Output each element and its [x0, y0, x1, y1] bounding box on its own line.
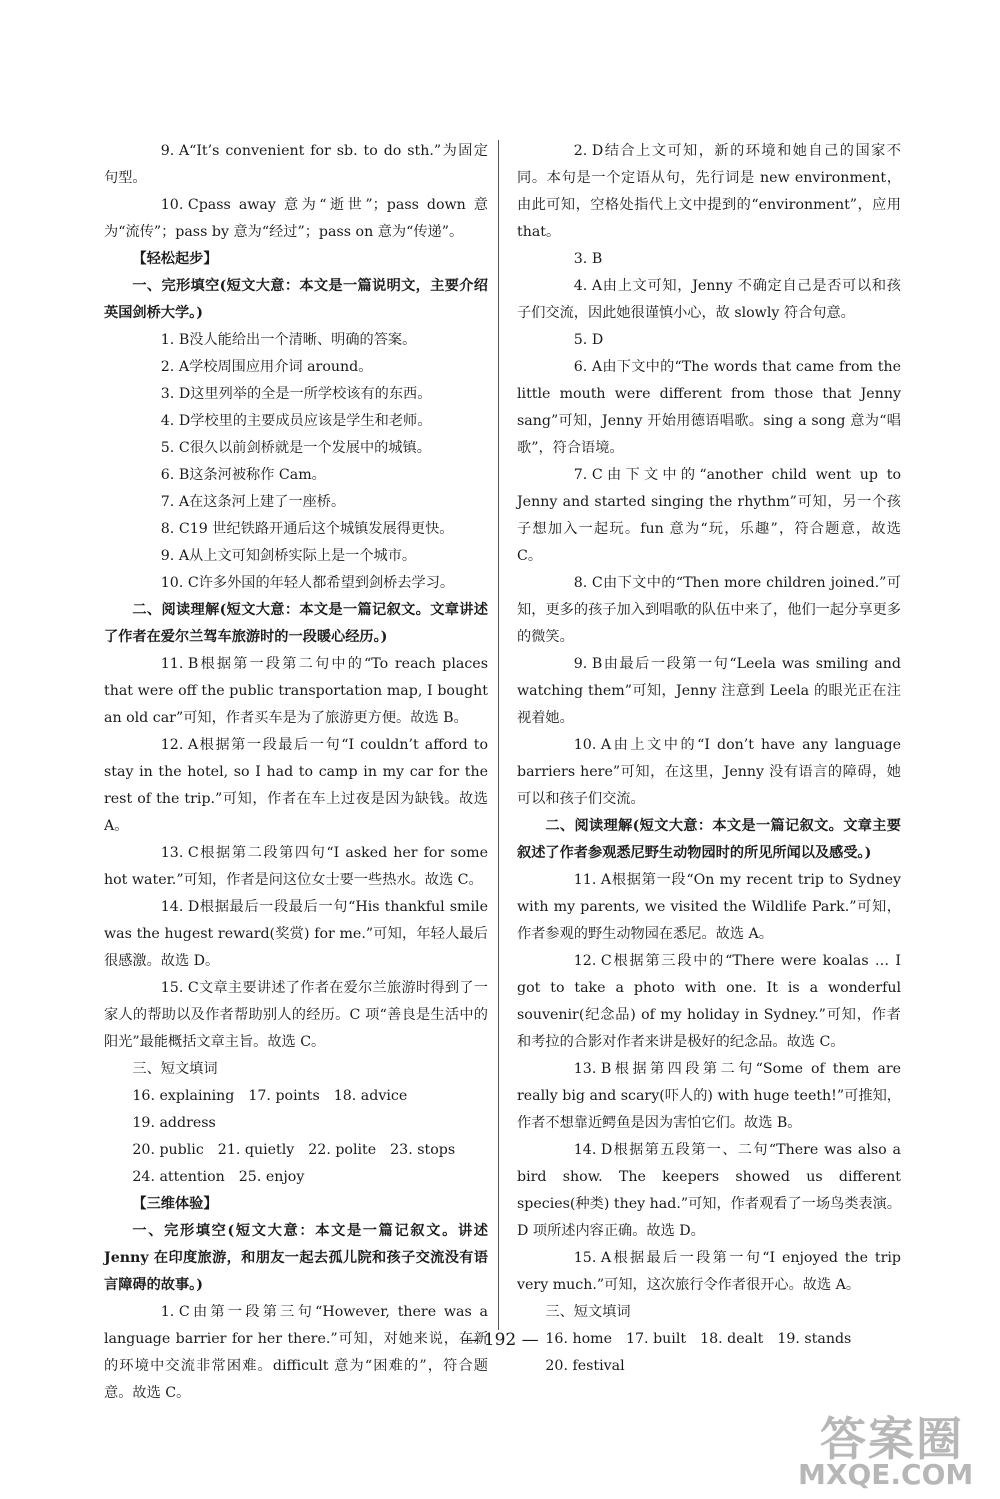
answer-key: 15. A [573, 1250, 612, 1266]
answer-item [104, 408, 488, 435]
section-heading: 三、短文填词 [132, 1061, 218, 1077]
fill-in-answer: 24. attention [132, 1169, 225, 1185]
answer-key: 10. A [573, 737, 612, 753]
fill-in-answer: 17. built [626, 1331, 687, 1347]
answer-item [104, 192, 488, 246]
answer-item [104, 651, 488, 732]
answer-item [104, 570, 488, 597]
fill-in-answer: 20. festival [545, 1358, 625, 1374]
column-divider [498, 140, 499, 1330]
answer-key: 2. D [573, 143, 604, 159]
answer-explanation: 根据第四段第二句“Some of them are really big and scary(吓人的) with huge teeth!”可推知，作者不想靠近鳄鱼是因为害怕它们。故选 B。 [517, 1061, 901, 1131]
answer-item [104, 354, 488, 381]
answer-key: 12. A [160, 737, 199, 753]
answer-key: 4. A [573, 278, 603, 294]
answer-item [104, 489, 488, 516]
answer-explanation: 很久以前剑桥就是一个发展中的城镇。 [189, 440, 431, 456]
answer-explanation: 学校周围应用介词 around。 [189, 359, 373, 375]
answer-explanation: 根据第五段第一、二句“There was also a bird show. The keepers showed us different species(种类) they had.”可知，作者观看了一场鸟类表演。D 项所述内容正确。故选 D。 [517, 1142, 901, 1239]
answer-explanation: 结合上文可知，新的环境和她自己的国家不同。本句是一个定语从句，先行词是 new environment，由此可知，空格处指代上文中提到的“environment”，应用 that。 [517, 143, 901, 240]
answer-key: 7. A [160, 494, 190, 510]
answer-key: 3. D [160, 386, 191, 402]
answer-key: 14. D [573, 1142, 613, 1158]
answer-item [517, 651, 901, 732]
answer-key: 15. C [160, 980, 199, 996]
answer-item [104, 516, 488, 543]
answer-key: 6. A [573, 359, 603, 375]
answer-explanation: 由上文中的“I don’t have any language barriers here”可知，在这里，Jenny 没有语言的障碍，她可以和孩子们交流。 [517, 737, 901, 807]
answer-key: 5. C [160, 440, 190, 456]
answer-explanation: 根据第一段“On my recent trip to Sydney with my parents, we visited the Wildlife Park.”可知，作者参观的野生动物园在悉尼。故选 A。 [517, 872, 901, 942]
answer-explanation: 根据最后一段最后一句“His thankful smile was the hugest reward(奖赏) for me.”可知，年轻人最后很感激。故选 D。 [104, 899, 488, 969]
answer-item [517, 327, 901, 354]
right-column [517, 138, 901, 1380]
answer-explanation: 文章主要讲述了作者在爱尔兰旅游时得到了一家人的帮助以及作者帮助别人的经历。C 项“善良是生活中的阳光”最能概括文章主旨。故选 C。 [104, 980, 488, 1050]
answer-item [104, 732, 488, 840]
fill-in-answer: 18. advice [333, 1088, 408, 1104]
answer-item [517, 1137, 901, 1245]
section-heading: 三、短文填词 [545, 1304, 631, 1320]
answer-key: 11. A [573, 872, 612, 888]
fill-in-answer: 17. points [248, 1088, 320, 1104]
answer-explanation: 许多外国的年轻人都希望到剑桥去学习。 [198, 575, 455, 591]
answer-key: 1. B [160, 332, 190, 348]
answer-explanation: 在这条河上建了一座桥。 [189, 494, 346, 510]
fill-in-answer: 16. explaining [132, 1088, 235, 1104]
answer-key: 4. D [160, 413, 191, 429]
answer-key: 3. B [573, 251, 603, 267]
answer-key: 2. A [160, 359, 190, 375]
section-heading: 【三维体验】 [132, 1196, 218, 1212]
answer-key: 1. C [160, 1304, 190, 1320]
answer-key: 8. C [160, 521, 190, 537]
answer-key: 13. C [160, 845, 199, 861]
answer-item [104, 894, 488, 975]
section-heading: 二、阅读理解(短文大意：本文是一篇记叙文。文章讲述了作者在爱尔兰驾车旅游时的一段暖心经历。) [104, 602, 488, 645]
fill-in-answer: 18. dealt [700, 1331, 764, 1347]
fill-in-answer: 19. address [132, 1115, 216, 1131]
answer-key: 10. C [160, 575, 199, 591]
answer-item [517, 273, 901, 327]
section-heading: 一、完形填空(短文大意：本文是一篇记叙文。讲述 Jenny 在印度旅游，和朋友一起去孤儿院和孩子交流没有语言障碍的故事。) [104, 1223, 488, 1293]
answer-item [104, 975, 488, 1056]
section-heading: 二、阅读理解(短文大意：本文是一篇记叙文。文章主要叙述了作者参观悉尼野生动物园时的所见所闻以及感受。) [517, 818, 901, 861]
answer-item [104, 840, 488, 894]
answer-explanation: 由下文中的“The words that came from the little mouth were different from those that Jenny sang”可知，Jenny 开始用德语唱歌。sing a song 意为“唱歌”，符合语境。 [517, 359, 901, 456]
answer-key: 12. C [573, 953, 612, 969]
answer-explanation: 根据第一段最后一句“I couldn’t afford to stay in the hotel, so I had to camp in my car for the rest of the trip.”可知，作者在车上过夜是因为缺钱。故选 A。 [104, 737, 488, 834]
answer-item [104, 138, 488, 192]
answer-key: 14. D [160, 899, 200, 915]
answer-item [517, 246, 901, 273]
answer-key: 5. D [573, 332, 604, 348]
answer-key: 11. B [160, 656, 199, 672]
answer-item [517, 354, 901, 462]
answer-item [517, 1245, 901, 1299]
answer-explanation: 根据最后一段第一句“I enjoyed the trip very much.”可知，这次旅行令作者很开心。故选 A。 [517, 1250, 901, 1293]
answer-key: 9. A [160, 143, 190, 159]
answer-explanation: 没人能给出一个清晰、明确的答案。 [189, 332, 417, 348]
answer-explanation: 由最后一段第一句“Leela was smiling and watching them”可知，Jenny 注意到 Leela 的眼光正在注视着她。 [517, 656, 901, 726]
fill-in-answer: 23. stops [390, 1142, 456, 1158]
answer-item [517, 732, 901, 813]
answer-explanation: pass away 意为“逝世”；pass down 意为“流传”；pass by 意为“经过”；pass on 意为“传递”。 [104, 197, 488, 240]
answer-explanation: 19 世纪铁路开通后这个城镇发展得更快。 [189, 521, 454, 537]
answer-explanation: 从上文可知剑桥实际上是一个城市。 [189, 548, 417, 564]
answer-explanation: 根据第一段第二句中的“To reach places that were off the public transportation map, I bought an old car”可知，作者买车是为了旅游更方便。故选 B。 [104, 656, 488, 726]
answer-item [517, 570, 901, 651]
page-number: — 192 — [461, 1330, 539, 1350]
watermark-bottom-text: MXQE.COM [798, 1458, 974, 1491]
answer-explanation: 根据第二段第四句“I asked her for some hot water.”可知，作者是问这位女士要一些热水。故选 C。 [104, 845, 488, 888]
fill-in-answer: 16. home [545, 1331, 612, 1347]
answer-item [517, 462, 901, 570]
answer-key: 9. B [573, 656, 603, 672]
answer-explanation: 由下文中的“another child went up to Jenny and started singing the rhythm”可知，另一个孩子想加入一起玩。fun 意为“玩，乐趣”，符合题意，故选 C。 [517, 467, 901, 564]
answer-explanation: 由上文可知，Jenny 不确定自己是否可以和孩子们交流，因此她很谨慎小心，故 slowly 符合句意。 [517, 278, 901, 321]
answer-explanation: 这里列举的全是一所学校该有的东西。 [190, 386, 432, 402]
answer-item [104, 1299, 488, 1407]
answer-item [517, 1056, 901, 1137]
answer-key: 6. B [160, 467, 190, 483]
watermark-logo [790, 1403, 990, 1491]
answer-item [104, 462, 488, 489]
section-heading: 【轻松起步】 [132, 251, 218, 267]
answer-item [517, 867, 901, 948]
answer-explanation: 由下文中的“Then more children joined.”可知，更多的孩子加入到唱歌的队伍中来了，他们一起分享更多的微笑。 [517, 575, 901, 645]
answer-key: 10. C [160, 197, 199, 213]
watermark-top-text: 答案圈 [820, 1412, 964, 1466]
answer-item [517, 138, 901, 246]
fill-in-answer: 19. stands [777, 1331, 852, 1347]
answer-explanation: 这条河被称作 Cam。 [189, 467, 326, 483]
fill-in-answer: 21. quietly [217, 1142, 295, 1158]
fill-in-answer: 25. enjoy [238, 1169, 305, 1185]
fill-in-answers-row [104, 1083, 488, 1137]
answer-explanation: 由第一段第三句“However, there was a language barrier for her there.”可知，对她来说，在新的环境中交流非常困难。difficult 意为“困难的”，符合题意。故选 C。 [104, 1304, 488, 1401]
answer-key: 13. B [573, 1061, 612, 1077]
answer-key: 8. C [573, 575, 603, 591]
fill-in-answer: 20. public [132, 1142, 204, 1158]
left-column [104, 138, 488, 1407]
section-heading: 一、完形填空(短文大意：本文是一篇说明文，主要介绍英国剑桥大学。) [104, 278, 488, 321]
answer-item [104, 435, 488, 462]
fill-in-answers-row [104, 1137, 488, 1164]
answer-item [104, 543, 488, 570]
answer-item [104, 327, 488, 354]
answer-explanation: 学校里的主要成员应该是学生和老师。 [190, 413, 432, 429]
answer-key: 9. A [160, 548, 190, 564]
fill-in-answer: 22. polite [308, 1142, 377, 1158]
answer-item [104, 381, 488, 408]
answer-key: 7. C [573, 467, 603, 483]
answer-explanation: “It’s convenient for sb. to do sth.”为固定句型。 [104, 143, 488, 186]
answer-item [517, 948, 901, 1056]
fill-in-answers-row [104, 1164, 488, 1191]
answer-explanation: 根据第三段中的“There were koalas … I got to take a photo with one. It is a wonderful souvenir(纪念品) of my holiday in Sydney.”可知，作者和考拉的合影对作者来讲是极好的纪念品。故选 C。 [517, 953, 901, 1050]
